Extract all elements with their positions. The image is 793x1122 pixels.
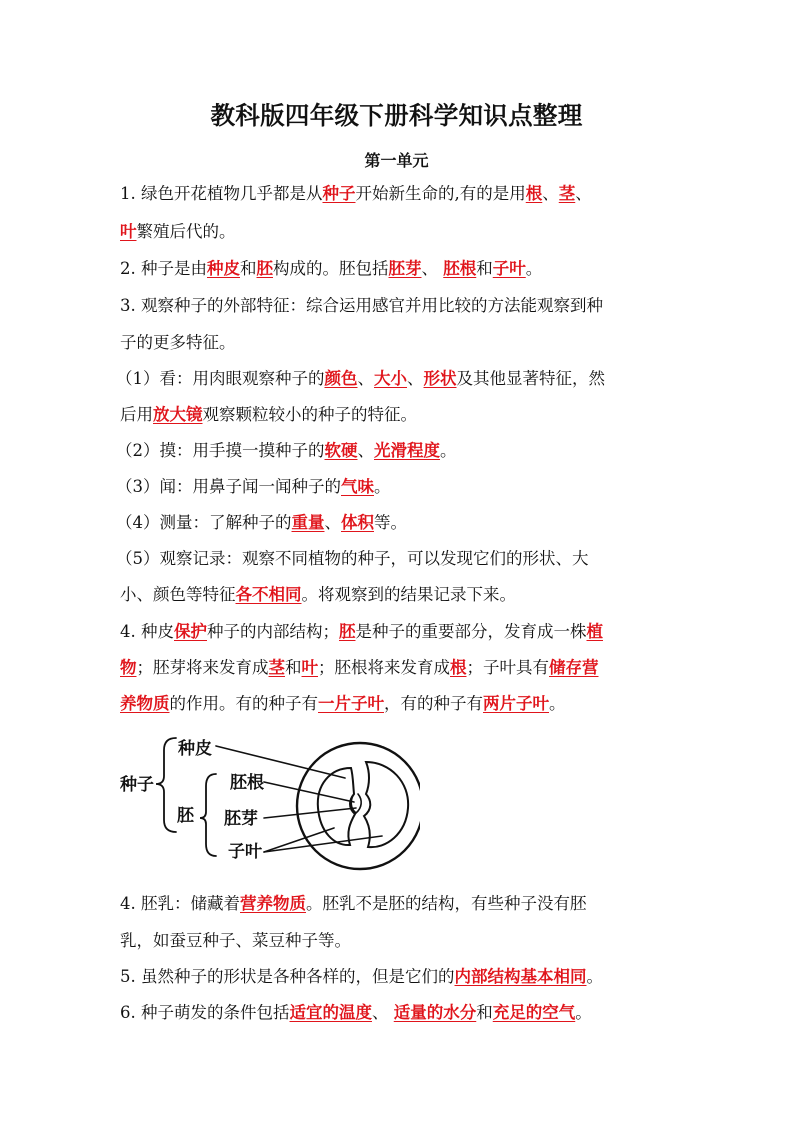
text: 和 <box>240 259 257 278</box>
text: 后用 <box>120 405 153 424</box>
text: 、 <box>575 184 592 203</box>
answer-blank: 叶 <box>301 658 318 677</box>
text-line <box>120 258 542 280</box>
answer-blank: 颜色 <box>324 369 358 388</box>
answer-blank: 充足的空气 <box>492 1003 576 1022</box>
text: 构成的。胚包括 <box>273 259 389 278</box>
text-line <box>120 893 587 915</box>
text-line <box>116 548 589 570</box>
text: 、 <box>421 259 444 278</box>
answer-blank: 子叶 <box>492 259 526 278</box>
answer-blank: 储存营 <box>549 658 599 677</box>
text: （1）看：用肉眼观察种子的 <box>116 369 325 388</box>
text: 和 <box>285 658 302 677</box>
text-line <box>120 966 603 988</box>
text: （4）测量：了解种子的 <box>116 513 292 532</box>
answer-blank: 两片子叶 <box>483 694 549 713</box>
answer-blank: 胚根 <box>443 259 477 278</box>
answer-blank: 体积 <box>341 513 374 532</box>
answer-blank: 气味 <box>341 477 374 496</box>
answer-blank: 放大镜 <box>153 405 203 424</box>
answer-blank: 形状 <box>423 369 457 388</box>
text-line <box>120 295 603 317</box>
left-cotyledon <box>318 768 355 845</box>
page-title: 教科版四年级下册科学知识点整理 <box>210 101 583 130</box>
text: 、 <box>372 1003 394 1022</box>
answer-blank: 植 <box>586 622 603 641</box>
text: 。胚乳不是胚的结构，有些种子没有胚 <box>306 894 587 913</box>
answer-blank: 保护 <box>174 622 207 641</box>
leader-cotyledon-2 <box>264 836 382 852</box>
text: 、 <box>357 369 374 388</box>
text: 的作用。有的种子有 <box>169 694 318 713</box>
text: 。将观察到的结果记录下来。 <box>301 585 516 604</box>
answer-blank: 营养物质 <box>240 894 306 913</box>
answer-blank: 叶 <box>120 222 137 241</box>
text-line <box>116 476 391 498</box>
text-line <box>120 584 516 606</box>
text: 是种子的重要部分，发育成一株 <box>355 622 587 641</box>
answer-blank: 一片子叶 <box>318 694 384 713</box>
answer-blank: 种子 <box>322 184 356 203</box>
label-seed-coat: 种皮 <box>178 739 212 759</box>
text-line <box>116 512 407 534</box>
text: 和 <box>476 1003 493 1022</box>
text-line <box>120 621 603 643</box>
text: 3. 观察种子的外部特征：综合运用感官并用比较的方法能观察到种 <box>120 296 603 315</box>
text-line <box>120 332 236 354</box>
answer-blank: 适宜的温度 <box>289 1003 372 1022</box>
embryo-axis <box>351 794 361 813</box>
brace-seed <box>156 738 176 832</box>
brace-embryo <box>200 774 216 856</box>
text: 乳，如蚕豆种子、菜豆种子等。 <box>120 931 351 950</box>
text-line <box>120 930 351 952</box>
seed-structure-diagram <box>120 728 420 882</box>
text: ；子叶具有 <box>466 658 549 677</box>
answer-blank: 重量 <box>291 513 325 532</box>
leader-radicle <box>264 782 354 802</box>
answer-blank: 胚芽 <box>388 259 422 278</box>
text: 4. 种皮 <box>120 622 174 641</box>
text: ；胚根将来发育成 <box>318 658 450 677</box>
text-line <box>120 404 417 426</box>
text: （3）闻：用鼻子闻一闻种子的 <box>116 477 341 496</box>
text: 小、颜色等特征 <box>120 585 236 604</box>
text-line <box>120 657 599 679</box>
text: 子的更多特征。 <box>120 333 236 352</box>
answer-blank: 光滑程度 <box>374 441 440 460</box>
answer-blank: 胚 <box>256 259 273 278</box>
label-radicle: 胚根 <box>230 773 264 793</box>
text: 观察颗粒较小的种子的特征。 <box>202 405 417 424</box>
answer-blank: 茎 <box>268 658 285 677</box>
text-line <box>120 183 592 205</box>
text: 种子的内部结构； <box>207 622 339 641</box>
text: 。 <box>374 477 391 496</box>
text-line <box>116 440 457 462</box>
text: 和 <box>476 259 493 278</box>
answer-blank: 种皮 <box>207 259 240 278</box>
text-line <box>120 693 566 715</box>
answer-blank: 茎 <box>558 184 576 203</box>
label-cotyledon: 子叶 <box>228 842 262 862</box>
text: 、 <box>324 513 341 532</box>
answer-blank: 各不相同 <box>235 585 302 604</box>
text: 等。 <box>374 513 407 532</box>
text-line <box>116 368 605 390</box>
label-seed: 种子 <box>120 775 154 795</box>
answer-blank: 软硬 <box>324 441 358 460</box>
text: （2）摸：用手摸一摸种子的 <box>116 441 325 460</box>
leader-cotyledon-1 <box>264 828 334 852</box>
text: 。 <box>575 1003 592 1022</box>
text: ；胚芽将来发育成 <box>136 658 269 677</box>
text: 、 <box>407 369 424 388</box>
unit-heading: 第一单元 <box>364 151 429 170</box>
answer-blank: 根 <box>450 658 467 677</box>
text: （5）观察记录：观察不同植物的种子，可以发现它们的形状、大 <box>116 549 589 568</box>
text: 。 <box>525 259 543 278</box>
text: 开始新生命的,有的是用 <box>355 184 526 203</box>
leader-plumule <box>264 808 356 818</box>
answer-blank: 大小 <box>374 369 407 388</box>
answer-blank: 根 <box>525 184 543 203</box>
text: 1. 绿色开花植物几乎都是从 <box>120 184 323 203</box>
text: 6. 种子萌发的条件包括 <box>120 1003 290 1022</box>
text: 5. 虽然种子的形状是各种各样的，但是它们的 <box>120 967 455 986</box>
text: 。 <box>440 441 457 460</box>
text: ，有的种子有 <box>384 694 483 713</box>
text: 繁殖后代的。 <box>136 222 236 241</box>
answer-blank: 适量的水分 <box>393 1003 477 1022</box>
text: 、 <box>542 184 559 203</box>
answer-blank: 内部结构基本相同 <box>454 967 587 986</box>
text: 4. 胚乳：储藏着 <box>120 894 240 913</box>
answer-blank: 养物质 <box>120 694 170 713</box>
right-cotyledon <box>364 762 408 847</box>
text: 。 <box>549 694 566 713</box>
text: 2. 种子是由 <box>120 259 207 278</box>
text: 及其他显著特征，然 <box>456 369 605 388</box>
answer-blank: 胚 <box>339 622 356 641</box>
label-embryo: 胚 <box>177 806 194 826</box>
text-line <box>120 1002 592 1024</box>
label-plumule: 胚芽 <box>224 809 258 829</box>
answer-blank: 物 <box>120 658 137 677</box>
text-line <box>120 221 236 243</box>
text: 。 <box>586 967 603 986</box>
seed-circle <box>297 743 420 869</box>
text: 、 <box>357 441 374 460</box>
